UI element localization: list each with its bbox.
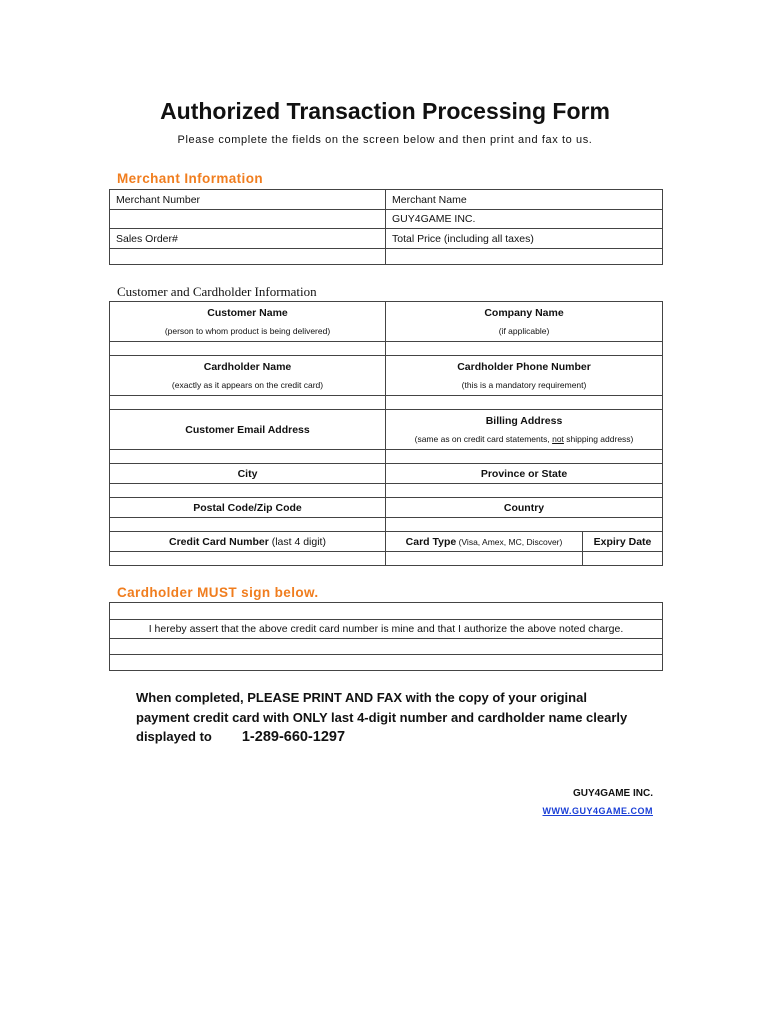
company-name: GUY4GAME INC.: [572, 788, 653, 799]
merchant-table: [109, 189, 663, 265]
card-type-field[interactable]: [386, 552, 583, 566]
assertion-text: I hereby assert that the above credit card number is mine and that I authorize the above noted charge.: [110, 620, 663, 639]
signature-blank-row: [110, 603, 663, 620]
country-field[interactable]: [386, 518, 663, 532]
merchant-name-label: Merchant Name: [386, 190, 663, 210]
fax-number: 1-289-660-1297: [241, 729, 346, 745]
signature-section-heading: Cardholder MUST sign below.: [117, 585, 319, 600]
merchant-section-heading: Merchant Information: [117, 171, 264, 186]
fax-instructions-line-2: payment credit card with ONLY last 4-digit number and cardholder name clearly: [136, 709, 628, 725]
postal-code-label: Postal Code/Zip Code: [110, 498, 386, 518]
customer-table: [109, 301, 663, 566]
expiry-date-field[interactable]: [583, 552, 663, 566]
merchant-number-field[interactable]: [110, 210, 386, 229]
page-title: Authorized Transaction Processing Form: [160, 98, 610, 124]
country-label: Country: [386, 498, 663, 518]
signature-table: [109, 602, 663, 671]
total-price-field[interactable]: [386, 249, 663, 265]
credit-card-number-field[interactable]: [110, 552, 386, 566]
postal-code-field[interactable]: [110, 518, 386, 532]
billing-address-field[interactable]: [386, 450, 663, 464]
sales-order-label: Sales Order#: [110, 229, 386, 249]
fax-instructions: [136, 688, 666, 748]
cardholder-phone-label: Cardholder Phone Number: [457, 361, 591, 373]
signature-field[interactable]: [110, 639, 663, 655]
total-price-label: Total Price (including all taxes): [386, 229, 663, 249]
cardholder-phone-field[interactable]: [386, 396, 663, 410]
customer-email-field[interactable]: [110, 450, 386, 464]
customer-email-label: Customer Email Address: [110, 410, 386, 450]
province-label: Province or State: [386, 464, 663, 484]
customer-section-heading: Customer and Cardholder Information: [117, 284, 317, 299]
cardholder-phone-hint: (this is a mandatory requirement): [461, 380, 587, 390]
sales-order-field[interactable]: [110, 249, 386, 265]
company-name-field[interactable]: [386, 342, 663, 356]
customer-name-hint: (person to whom product is being delivered): [164, 326, 331, 336]
card-type-hint: (Visa, Amex, MC, Discover): [456, 536, 563, 547]
fax-instructions-line-3: displayed to: [136, 729, 212, 744]
website-link[interactable]: WWW.GUY4GAME.COM: [542, 806, 653, 816]
merchant-number-label: Merchant Number: [110, 190, 386, 210]
expiry-date-label: Expiry Date: [583, 532, 663, 552]
cardholder-name-label: Cardholder Name: [203, 361, 292, 373]
city-field[interactable]: [110, 484, 386, 498]
billing-address-label: Billing Address: [485, 415, 563, 427]
customer-name-field[interactable]: [110, 342, 386, 356]
signature-date-field[interactable]: [110, 655, 663, 671]
cardholder-name-field[interactable]: [110, 396, 386, 410]
company-name-hint: (if applicable): [498, 326, 550, 336]
fax-instructions-line-1: When completed, PLEASE PRINT AND FAX with the copy of your original: [136, 690, 587, 705]
city-label: City: [110, 464, 386, 484]
cardholder-name-hint: (exactly as it appears on the credit card): [171, 380, 324, 390]
page-subtitle: Please complete the fields on the screen below and then print and fax to us.: [177, 134, 593, 146]
company-name-label: Company Name: [484, 307, 564, 319]
credit-card-number-label: Credit Card Number: [169, 535, 269, 548]
card-type-cell: [386, 532, 583, 552]
customer-name-label: Customer Name: [207, 307, 288, 319]
billing-address-hint: (same as on credit card statements, not shipping address): [414, 434, 634, 444]
card-type-label: Card Type: [405, 535, 457, 548]
merchant-name-value: GUY4GAME INC.: [386, 210, 663, 229]
province-field[interactable]: [386, 484, 663, 498]
credit-card-number-cell: [110, 532, 386, 552]
credit-card-number-hint: (last 4 digit): [268, 535, 326, 548]
